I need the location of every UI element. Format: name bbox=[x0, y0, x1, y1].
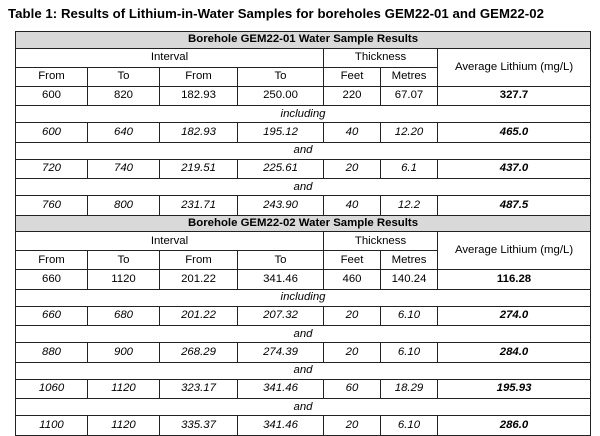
to-ft-cell: 800 bbox=[88, 196, 160, 216]
thickness-feet-cell: 460 bbox=[324, 270, 381, 290]
from-m-cell: 182.93 bbox=[160, 123, 238, 143]
to-m-cell: 225.61 bbox=[238, 159, 324, 179]
average-lithium-cell: 284.0 bbox=[438, 343, 591, 363]
table-row bbox=[16, 416, 591, 436]
from-m-cell: 335.37 bbox=[160, 416, 238, 436]
table-row bbox=[16, 159, 591, 179]
thickness-metres-cell: 67.07 bbox=[381, 86, 438, 106]
to-m-cell: 195.12 bbox=[238, 123, 324, 143]
average-lithium-cell: 465.0 bbox=[438, 123, 591, 143]
from-m-cell: 182.93 bbox=[160, 86, 238, 106]
average-lithium-cell: 116.28 bbox=[438, 270, 591, 290]
feet-header: Feet bbox=[324, 251, 381, 270]
subinterval-label: including bbox=[16, 106, 591, 123]
to-ft-header: To bbox=[88, 251, 160, 270]
metres-header: Metres bbox=[381, 67, 438, 86]
thickness-feet-cell: 20 bbox=[324, 343, 381, 363]
subinterval-label-row bbox=[16, 362, 591, 379]
interval-header: Interval bbox=[16, 48, 324, 67]
thickness-metres-cell: 6.10 bbox=[381, 416, 438, 436]
average-lithium-header: Average Lithium (mg/L) bbox=[438, 48, 591, 86]
average-lithium-cell: 195.93 bbox=[438, 379, 591, 399]
subinterval-label: and bbox=[16, 326, 591, 343]
table-row bbox=[16, 306, 591, 326]
thickness-header: Thickness bbox=[324, 232, 438, 251]
average-lithium-cell: 487.5 bbox=[438, 196, 591, 216]
thickness-feet-cell: 20 bbox=[324, 416, 381, 436]
to-ft-cell: 1120 bbox=[88, 416, 160, 436]
to-ft-cell: 680 bbox=[88, 306, 160, 326]
metres-header: Metres bbox=[381, 251, 438, 270]
table-row bbox=[16, 123, 591, 143]
from-ft-cell: 760 bbox=[16, 196, 88, 216]
from-ft-cell: 660 bbox=[16, 306, 88, 326]
average-lithium-cell: 286.0 bbox=[438, 416, 591, 436]
to-m-cell: 243.90 bbox=[238, 196, 324, 216]
to-m-header: To bbox=[238, 67, 324, 86]
from-m-header: From bbox=[160, 67, 238, 86]
thickness-feet-cell: 60 bbox=[324, 379, 381, 399]
results-table-body bbox=[16, 32, 591, 436]
from-ft-header: From bbox=[16, 67, 88, 86]
header-row bbox=[16, 232, 591, 251]
thickness-metres-cell: 6.10 bbox=[381, 343, 438, 363]
subinterval-label: and bbox=[16, 399, 591, 416]
thickness-feet-cell: 20 bbox=[324, 306, 381, 326]
thickness-header: Thickness bbox=[324, 48, 438, 67]
subinterval-label: including bbox=[16, 289, 591, 306]
thickness-metres-cell: 6.1 bbox=[381, 159, 438, 179]
from-ft-cell: 880 bbox=[16, 343, 88, 363]
from-ft-cell: 1100 bbox=[16, 416, 88, 436]
thickness-feet-cell: 220 bbox=[324, 86, 381, 106]
to-ft-cell: 820 bbox=[88, 86, 160, 106]
from-ft-cell: 660 bbox=[16, 270, 88, 290]
from-m-cell: 268.29 bbox=[160, 343, 238, 363]
from-m-cell: 323.17 bbox=[160, 379, 238, 399]
interval-header: Interval bbox=[16, 232, 324, 251]
from-m-header: From bbox=[160, 251, 238, 270]
subinterval-label-row bbox=[16, 326, 591, 343]
subinterval-label-row bbox=[16, 399, 591, 416]
subinterval-label-row bbox=[16, 142, 591, 159]
thickness-feet-cell: 40 bbox=[324, 123, 381, 143]
borehole-heading-row bbox=[16, 32, 591, 49]
from-m-cell: 201.22 bbox=[160, 270, 238, 290]
subinterval-label-row bbox=[16, 106, 591, 123]
subinterval-label: and bbox=[16, 362, 591, 379]
thickness-metres-cell: 18.29 bbox=[381, 379, 438, 399]
feet-header: Feet bbox=[324, 67, 381, 86]
from-ft-cell: 600 bbox=[16, 123, 88, 143]
header-row bbox=[16, 48, 591, 67]
subinterval-label: and bbox=[16, 142, 591, 159]
table-row bbox=[16, 379, 591, 399]
borehole-heading-row bbox=[16, 215, 591, 232]
thickness-metres-cell: 12.20 bbox=[381, 123, 438, 143]
to-m-cell: 341.46 bbox=[238, 416, 324, 436]
table-row bbox=[16, 343, 591, 363]
table-row bbox=[16, 196, 591, 216]
average-lithium-cell: 327.7 bbox=[438, 86, 591, 106]
to-m-cell: 274.39 bbox=[238, 343, 324, 363]
average-lithium-cell: 437.0 bbox=[438, 159, 591, 179]
from-m-cell: 219.51 bbox=[160, 159, 238, 179]
from-ft-cell: 600 bbox=[16, 86, 88, 106]
to-ft-cell: 1120 bbox=[88, 379, 160, 399]
to-m-cell: 341.46 bbox=[238, 270, 324, 290]
to-ft-header: To bbox=[88, 67, 160, 86]
from-m-cell: 201.22 bbox=[160, 306, 238, 326]
average-lithium-header: Average Lithium (mg/L) bbox=[438, 232, 591, 270]
to-m-header: To bbox=[238, 251, 324, 270]
table-row bbox=[16, 270, 591, 290]
thickness-feet-cell: 40 bbox=[324, 196, 381, 216]
table-row bbox=[16, 86, 591, 106]
to-m-cell: 341.46 bbox=[238, 379, 324, 399]
subinterval-label-row bbox=[16, 179, 591, 196]
subinterval-label: and bbox=[16, 179, 591, 196]
subinterval-label-row bbox=[16, 289, 591, 306]
results-table bbox=[15, 31, 591, 436]
to-m-cell: 207.32 bbox=[238, 306, 324, 326]
borehole-heading: Borehole GEM22-02 Water Sample Results bbox=[16, 215, 591, 232]
from-m-cell: 231.71 bbox=[160, 196, 238, 216]
to-ft-cell: 740 bbox=[88, 159, 160, 179]
thickness-metres-cell: 140.24 bbox=[381, 270, 438, 290]
to-ft-cell: 900 bbox=[88, 343, 160, 363]
borehole-heading: Borehole GEM22-01 Water Sample Results bbox=[16, 32, 591, 49]
to-ft-cell: 1120 bbox=[88, 270, 160, 290]
from-ft-header: From bbox=[16, 251, 88, 270]
to-ft-cell: 640 bbox=[88, 123, 160, 143]
to-m-cell: 250.00 bbox=[238, 86, 324, 106]
thickness-feet-cell: 20 bbox=[324, 159, 381, 179]
average-lithium-cell: 274.0 bbox=[438, 306, 591, 326]
from-ft-cell: 1060 bbox=[16, 379, 88, 399]
from-ft-cell: 720 bbox=[16, 159, 88, 179]
thickness-metres-cell: 12.2 bbox=[381, 196, 438, 216]
table-title: Table 1: Results of Lithium-in-Water Samples for boreholes GEM22-01 and GEM22-02 bbox=[8, 6, 544, 21]
thickness-metres-cell: 6.10 bbox=[381, 306, 438, 326]
